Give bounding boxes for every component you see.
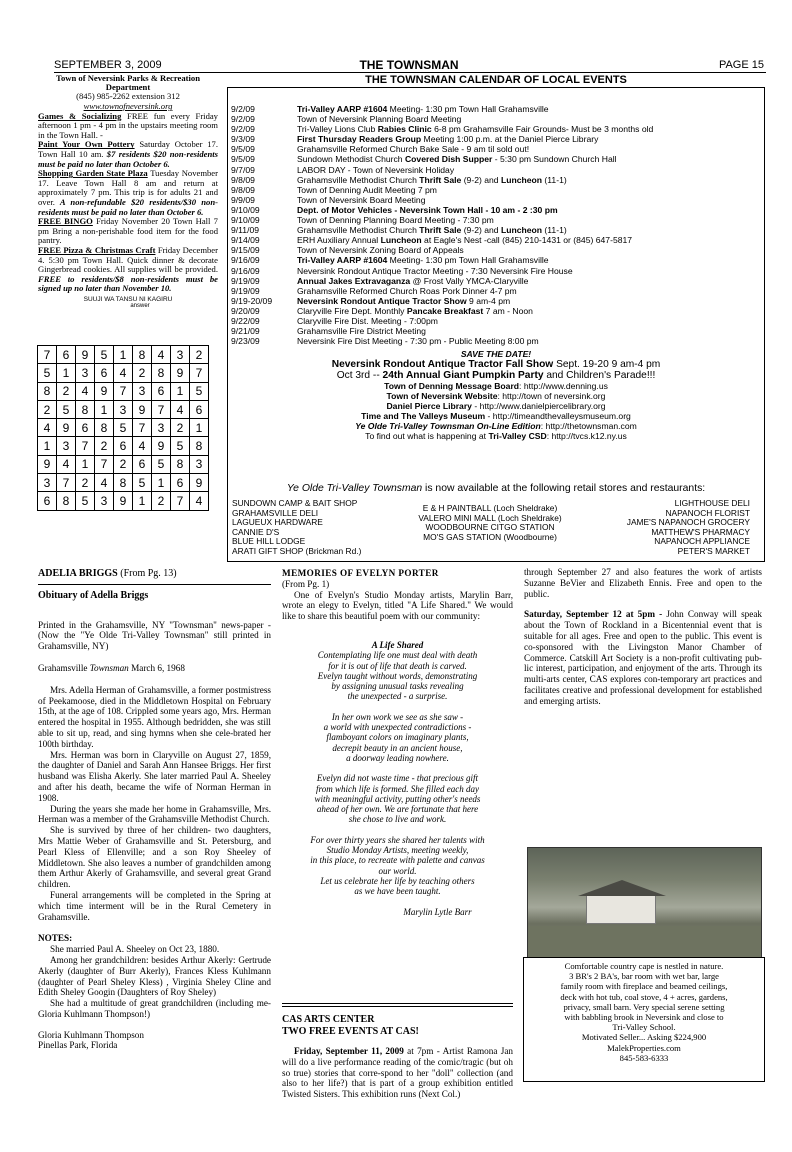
poem-line: from which life is formed. She filled each day (316, 783, 479, 794)
event-date: 9/8/09 (231, 174, 255, 185)
calendar-event-row (231, 144, 761, 154)
poem-title: A Life Shared (371, 639, 424, 650)
poem-line: In her own work we see as she saw - (331, 711, 464, 722)
sudoku-cell: 2 (95, 437, 114, 455)
event-date: 9/19-20/09 (231, 295, 273, 306)
save-the-date: SAVE THE DATE! Neversink Rondout Antique Tractor Fall Show Sept. 19-20 9 am-4 pm Oct 3rd -- 24th Annual Giant Pumpkin Party and Children's Parade!!! (331, 349, 661, 381)
stores-right-list (580, 499, 750, 557)
poem-line: with meaningful activity, putting other's needs (314, 793, 481, 804)
event-date: 9/16/09 (231, 255, 260, 266)
calendar-event-row (231, 124, 761, 134)
sudoku-row (38, 400, 209, 418)
event-date: 9/23/09 (231, 336, 260, 347)
sudoku-row (38, 364, 209, 382)
sudoku-cell: 7 (38, 346, 57, 364)
sudoku-cell: 8 (114, 474, 133, 492)
poem-line: Let us celebrate her life by teaching others (320, 875, 475, 886)
calendar-event-row (231, 104, 761, 114)
poem-author: Marylin Lytle Barr (403, 906, 472, 917)
calendar-events (231, 104, 761, 346)
ad-line: Motivated Seller... Asking $224,900 (581, 1032, 707, 1043)
store-name: E & H PAINTBALL (Loch Sheldrake) (422, 503, 558, 513)
event-text: Grahamsville Reformed Church Roas Pork Dinner 4-7 pm (297, 285, 517, 296)
ad-line: 845-583-6333 (619, 1052, 669, 1063)
calendar-event-row (231, 205, 761, 215)
poem-line: as we have been taught. (354, 886, 441, 897)
sudoku-cell: 2 (76, 474, 95, 492)
ad-line: family room with fireplace and beamed ceilings, (560, 981, 728, 992)
store-name: GRAHAMSVILLE DELI (232, 507, 319, 518)
sudoku-cell: 3 (190, 455, 209, 473)
poem (282, 640, 513, 917)
sudoku-cell: 2 (171, 419, 190, 437)
obituary-paragraph: During the years she made her home in Grahamsville, Mrs. Herman was a member of the Grahamsville Methodist Church. (38, 803, 271, 825)
briggs-obituary (38, 569, 271, 1051)
cas-rule (282, 1006, 513, 1007)
sudoku-cell: 8 (95, 419, 114, 437)
sudoku-cell: 6 (95, 364, 114, 382)
cas-subheading: TWO FREE EVENTS AT CAS! (282, 1025, 419, 1037)
sudoku-cell: 2 (114, 455, 133, 473)
sudoku-cell: 8 (190, 437, 209, 455)
sudoku-cell: 4 (171, 400, 190, 418)
sudoku-cell: 5 (152, 455, 171, 473)
poem-line: by assigning unusual tasks revealing (331, 681, 464, 692)
sudoku-cell: 3 (76, 364, 95, 382)
event-text: Town of Neversink Board Meeting (297, 194, 426, 205)
event-text: Town of Neversink Planning Board Meeting (297, 114, 462, 125)
calendar-event-row (231, 175, 761, 185)
ad-line: MalekProperties.com (607, 1042, 681, 1053)
event-text: Tri-Valley Lions Club Rabies Clinic 6-8 pm Grahamsville Fair Grounds- Must be 3 months old (297, 124, 654, 135)
ad-line: deck with hot tub, coal stove, 4 + acres, gardens, (560, 991, 728, 1002)
calendar-event-row (231, 255, 761, 265)
calendar-title: THE TOWNSMAN CALENDAR OF LOCAL EVENTS (365, 74, 627, 86)
sudoku-cell: 5 (95, 346, 114, 364)
sudoku-cell: 3 (152, 419, 171, 437)
event-date: 9/15/09 (231, 245, 260, 256)
sudoku-cell: 8 (38, 382, 57, 400)
website-link[interactable]: To find out what is happening at Tri-Valley CSD: http://tvcs.k12.ny.us (365, 431, 627, 441)
briggs-intro: Printed in the Grahamsville, NY "Townsman" news-paper - (Now the "Ye Olde Tri-Valley Townsman" still printed in Grahamsville, NY) (38, 619, 271, 652)
paper-name: THE TOWNSMAN (359, 58, 459, 72)
event-date: 9/19/09 (231, 275, 260, 286)
sudoku-cell: 6 (171, 474, 190, 492)
sudoku-sublabel: answer (130, 302, 150, 309)
store-name: BLUE HILL LODGE (232, 536, 306, 547)
event-text: Grahamsville Reformed Church Bake Sale - 9 am til sold out! (297, 144, 530, 155)
sudoku-cell: 9 (76, 346, 95, 364)
obituary-paragraph: She is survived by three of her children- two daughters, Mrs Mattie Weber of Grahamsville and St. Petersburg, and Pearl Kless of Ellenville; and a son Roy Sheeley of Middletown. She also leaves a number of grandchilden among them Arthur Akerly of Grahamsville, and several great Grand children. (38, 825, 271, 890)
porter-from: (From Pg. 1) (282, 578, 330, 589)
event-text: Neversink Rondout Antique Tractor Show 9 am-4 pm (297, 295, 511, 306)
event-date: 9/19/09 (231, 285, 260, 296)
event-text: LABOR DAY - Town of Neversink Holiday (297, 164, 455, 175)
sudoku-cell: 5 (57, 400, 76, 418)
event-text: Neversink Rondout Antique Tractor Meeting - 7:30 Neversink Fire House (297, 265, 573, 276)
poem-line: the unexpected - a surprise. (347, 691, 448, 702)
parks-item: Games & Socializing FREE fun every Friday afternoon 1 pm - 4 pm in the upstairs meeting room in the Town Hall. - (38, 110, 218, 140)
sudoku-cell: 2 (57, 382, 76, 400)
event-date: 9/2/09 (231, 114, 255, 125)
sudoku-cell: 4 (114, 364, 133, 382)
parks-item: FREE Pizza & Christmas Craft Friday December 4. 5:30 pm Town Hall. Quick dinner & decorate Gingerbread cookies. All supplies will be provided. FREE to residents/$8 non-residents must be signed up no later than November 10. (38, 244, 218, 294)
sudoku-cell: 7 (95, 455, 114, 473)
event-date: 9/10/09 (231, 204, 260, 215)
poem-line: a world with unexpected contradictions - (323, 722, 472, 733)
calendar-event-row (231, 134, 761, 144)
cas-heading: CAS ARTS CENTER (282, 1014, 375, 1025)
sudoku-cell: 1 (171, 382, 190, 400)
sudoku-cell: 1 (133, 492, 152, 510)
event-date: 9/7/09 (231, 164, 255, 175)
sudoku-answer-grid (37, 345, 209, 511)
store-name: SUNDOWN CAMP & BAIT SHOP (232, 498, 358, 508)
calendar-event-row (231, 316, 761, 326)
event-date: 9/5/09 (231, 144, 255, 155)
sudoku-cell: 6 (190, 400, 209, 418)
calendar-event-row (231, 245, 761, 255)
store-name: JAME'S NAPANOCH GROCERY (626, 517, 750, 528)
stores-intro: Ye Olde Tri-Valley Townsman is now available at the following retail stores and restaurants: (286, 483, 706, 494)
page-number: PAGE 15 (718, 59, 764, 71)
sudoku-cell: 7 (190, 364, 209, 382)
store-name: LAGUEUX HARDWARE (232, 517, 323, 528)
sudoku-cell: 4 (57, 455, 76, 473)
calendar-event-row (231, 276, 761, 286)
house-photo (527, 847, 762, 957)
poem-line: Evelyn did not waste time - that precious gift (316, 773, 479, 784)
sudoku-cell: 6 (133, 455, 152, 473)
sudoku-cell: 4 (95, 474, 114, 492)
sudoku-cell: 9 (152, 437, 171, 455)
sudoku-cell: 7 (114, 382, 133, 400)
cas-event-2: Saturday, September 12 at 5pm - John Conway will speak about the Town of Rockland in a Bicentennial event that is suitable for all ages. Free and open to the public. This event is co-sponsored with the Livingston Manor Chamber of Commerce. Catskill Art Society is a non-profit cultivating pub-lic interest, participation, and enjoyment of the arts. Through its multi-arts center, CAS explores con-temporary art practices and facilitates creative and professional development for established and emerging artists. (524, 609, 762, 706)
sudoku-cell: 1 (95, 400, 114, 418)
event-text: First Thursday Readers Group Meeting 1:00 p.m. at the Daniel Pierce Library (297, 134, 599, 145)
sudoku-cell: 2 (38, 400, 57, 418)
sudoku-cell: 4 (133, 437, 152, 455)
poem-line: a doorway leading nowhere. (346, 752, 449, 763)
poem-line: for it is out of life that death is carved. (328, 660, 467, 671)
store-name: NAPANOCH APPLIANCE (654, 536, 750, 547)
event-date: 9/22/09 (231, 315, 260, 326)
event-date: 9/2/09 (231, 104, 255, 114)
sudoku-cell: 6 (114, 437, 133, 455)
sudoku-cell: 4 (152, 346, 171, 364)
event-text: Claryville Fire Dept. Monthly Pancake Breakfast 7 am - Noon (297, 305, 533, 316)
event-text: Grahamsville Methodist Church Thrift Sale (9-2) and Luncheon (11-1) (297, 225, 567, 236)
poem-stanza (282, 773, 513, 824)
porter-memorial (282, 568, 513, 917)
website-link[interactable]: Town of Denning Message Board: http://www.denning.us (384, 381, 608, 391)
event-date: 9/2/09 (231, 124, 255, 135)
calendar-event-row (231, 185, 761, 195)
sudoku-cell: 1 (114, 346, 133, 364)
sudoku-label: SUUJI WA TANSU NI KAGIRU (83, 295, 173, 303)
website-link[interactable]: Ye Olde Tri-Valley Townsman On-Line Edition: http://thetownsman.com (355, 421, 637, 431)
store-name: VALERO MINI MALL (Loch Sheldrake) (418, 512, 562, 523)
sudoku-cell: 9 (171, 364, 190, 382)
calendar-event-row (231, 336, 761, 346)
issue-date: SEPTEMBER 3, 2009 (54, 59, 162, 71)
briggs-subheading: Obituary of Adella Briggs (38, 589, 149, 601)
sudoku-cell: 6 (57, 346, 76, 364)
sudoku-cell: 2 (152, 492, 171, 510)
sudoku-cell: 3 (38, 474, 57, 492)
store-name: MATTHEW'S PHARMACY (651, 526, 750, 537)
obituary-paragraph: Mrs. Herman was born in Claryville on August 27, 1859, the daughter of Daniel and Sarah Ann Hansee Briggs. Her first husband was Elisha Akerly. She later married Paul A. Sheeley and after his death, became the wife of Norman Herman in 1908. (38, 749, 271, 803)
store-name: PETER'S MARKET (677, 545, 750, 556)
poem-line: Contemplating life one must deal with death (317, 650, 478, 661)
sudoku-cell: 3 (171, 346, 190, 364)
poem-stanza (282, 650, 513, 701)
website-link[interactable]: Time and The Valleys Museum - http://timeandthevalleysmuseum.org (361, 411, 631, 421)
event-text: Tri-Valley AARP #1604 Meeting- 1:30 pm Town Hall Grahamsville (297, 104, 549, 114)
poem-line: For over thirty years she shared her talents with (310, 834, 485, 845)
website-link[interactable]: Daniel Pierce Library - http://www.danielpiercelibrary.org (386, 401, 606, 411)
briggs-heading: ADELIA BRIGGS (From Pg. 13) (38, 568, 177, 579)
sudoku-cell: 8 (152, 364, 171, 382)
calendar-event-row (231, 195, 761, 205)
sudoku-cell: 2 (190, 346, 209, 364)
sudoku-row (38, 455, 209, 473)
poem-stanza (282, 712, 513, 763)
store-name: ARATI GIFT SHOP (Brickman Rd.) (232, 545, 362, 556)
ad-line: 3 BR's 2 BA's, bar room with wet bar, large (569, 971, 719, 982)
store-name: LIGHTHOUSE DELI (674, 498, 750, 508)
event-text: Claryville Fire Dist. Meeting - 7:00pm (297, 315, 438, 326)
sudoku-cell: 7 (171, 492, 190, 510)
calendar-event-row (231, 215, 761, 225)
sudoku-row (38, 474, 209, 492)
sudoku-row (38, 492, 209, 510)
notes-heading: NOTES: (38, 933, 73, 944)
sudoku-cell: 4 (38, 419, 57, 437)
sudoku-cell: 9 (95, 382, 114, 400)
poem-line: Studio Monday Artists, meeting weekly, (326, 845, 469, 856)
sudoku-cell: 9 (114, 492, 133, 510)
event-date: 9/20/09 (231, 305, 260, 316)
sudoku-cell: 5 (171, 437, 190, 455)
sudoku-cell: 3 (114, 400, 133, 418)
sudoku-cell: 5 (133, 474, 152, 492)
parks-title: Town of Neversink Parks & Recreation Department (56, 73, 200, 93)
sudoku-cell: 6 (38, 492, 57, 510)
sudoku-cell: 5 (114, 419, 133, 437)
ad-line: Comfortable country cape is nestled in nature. (564, 961, 724, 971)
poem-line: Evelyn taught without words, demonstrating (317, 670, 478, 681)
sudoku-cell: 6 (76, 419, 95, 437)
calendar-event-row (231, 225, 761, 235)
cas-event-1: Friday, September 11, 2009 at 7pm - Artist Ramona Jan will do a live performance reading of the comic/tragic (but oh so true) stories that corre-spond to her "doll" collection (and also to her life?) that is part of a group exhibition entitled Twisted Sisters. This exhibition runs (Next Col.) (282, 1046, 513, 1100)
event-text: Sundown Methodist Church Covered Dish Supper - 5:30 pm Sundown Church Hall (297, 154, 617, 165)
ad-line: privacy, small barn. Very special serene setting (563, 1001, 725, 1012)
calendar-event-row (231, 266, 761, 276)
sudoku-cell: 9 (190, 474, 209, 492)
event-text: Neversink Fire Dist Meeting - 7:30 pm - Public Meeting 8:00 pm (297, 336, 539, 347)
sudoku-cell: 3 (57, 437, 76, 455)
store-name: MO'S GAS STATION (Woodbourne) (423, 531, 557, 542)
sudoku-cell: 1 (76, 455, 95, 473)
event-text: Grahamsville Fire District Meeting (297, 326, 426, 337)
sudoku-cell: 4 (76, 382, 95, 400)
calendar-event-row (231, 296, 761, 306)
ad-line: with babbling brook in Neversink and close to (564, 1012, 724, 1023)
calendar-event-row (231, 306, 761, 316)
event-date: 9/11/09 (231, 225, 260, 236)
store-name: CANNIE D'S (232, 526, 280, 537)
website-links (228, 381, 764, 441)
notes-paragraph: She had a multitude of great grandchildren (including me- Gloria Kuhlmann Thompson!) (38, 998, 271, 1019)
cas-section (282, 1014, 513, 1100)
poem-line: decrepit beauty in an ancient house, (332, 742, 463, 753)
signature-name: Gloria Kuhlmann Thompson (38, 1029, 144, 1040)
event-text: Grahamsville Methodist Church Thrift Sale (9-2) and Luncheon (11-1) (297, 174, 567, 185)
poem-line: flamboyant colors on imaginary plants, (326, 732, 469, 743)
signature-location: Pinellas Park, Florida (38, 1040, 118, 1051)
calendar-event-row (231, 154, 761, 164)
event-date: 9/3/09 (231, 134, 255, 145)
event-date: 9/21/09 (231, 326, 260, 337)
sudoku-cell: 3 (133, 382, 152, 400)
event-date: 9/9/09 (231, 194, 255, 205)
poem-stanza (282, 835, 513, 897)
calendar-event-row (231, 326, 761, 336)
sudoku-row (38, 382, 209, 400)
event-date: 9/14/09 (231, 235, 260, 246)
event-text: Town of Denning Planning Board Meeting - 7:30 pm (297, 215, 494, 226)
sudoku-cell: 1 (38, 437, 57, 455)
calendar-event-row (231, 165, 761, 175)
sudoku-cell: 6 (152, 382, 171, 400)
sudoku-cell: 7 (57, 474, 76, 492)
poem-line: ahead of her own. We are fortunate that here (316, 804, 479, 815)
poem-line: our world. (378, 865, 417, 876)
parks-website-link[interactable]: www.townofneversink.org (83, 101, 173, 111)
cas-rule (282, 1003, 513, 1004)
sudoku-row (38, 346, 209, 364)
sudoku-row (38, 437, 209, 455)
event-date: 9/16/09 (231, 265, 260, 276)
briggs-dateline: Grahamsville Townsman March 6, 1968 (38, 662, 185, 673)
website-link[interactable]: Town of Neversink Website: http://town of neversink.org (386, 391, 606, 401)
parks-item: FREE BINGO Friday November 20 Town Hall 7 pm Bring a non-perishable food item for the food pantry. (38, 216, 218, 246)
event-text: Annual Jakes Extravaganza @ Frost Vally YMCA-Claryville (297, 275, 529, 286)
sudoku-cell: 8 (133, 346, 152, 364)
sudoku-cell: 5 (76, 492, 95, 510)
ad-line: Tri-Valley School. (612, 1022, 676, 1033)
sudoku-cell: 4 (190, 492, 209, 510)
obituary-paragraph: Mrs. Adella Herman of Grahamsville, a former postmistress of Peekamoose, died in the Middletown Hospital on February 15th, at the age of 108. Crippled some years ago, Mrs. Herman entered the hospital in 1955. Although bedridden, she was still able to sit up, read, and sing hymns when she cele-brated her 100th birthday. (38, 684, 271, 749)
sudoku-cell: 8 (76, 400, 95, 418)
event-date: 9/5/09 (231, 154, 255, 165)
store-name: WOODBOURNE CITGO STATION (425, 522, 555, 533)
event-date: 9/10/09 (231, 215, 260, 226)
event-date: 9/8/09 (231, 184, 255, 195)
calendar-event-row (231, 286, 761, 296)
sudoku-cell: 8 (171, 455, 190, 473)
sudoku-cell: 1 (190, 419, 209, 437)
sudoku-row (38, 419, 209, 437)
cas-continued (524, 567, 762, 707)
cas-continued-text: through September 27 and also features the work of artists Suzanne BeVier and Elizabeth Ennis. Free and open to the public. (524, 567, 762, 599)
parks-item: Shopping Garden State Plaza Tuesday November 17. Leave Town Hall 8 am and return at approximately 7 pm. This trip is for adults 21 and over. A non-refundable $20 residents/$30 non-residents must be paid no later than October 6. (38, 168, 218, 217)
sudoku-cell: 9 (133, 400, 152, 418)
event-text: Town of Neversink Zoning Board of Appeals (297, 245, 464, 256)
event-text: ERH Auxiliary Annual Luncheon at Eagle's Nest -call (845) 210-1431 or (845) 647-5817 (297, 235, 633, 246)
sudoku-cell: 8 (57, 492, 76, 510)
poem-line: in this place, to recreate with palette and canvas (310, 855, 485, 866)
notes-paragraph: She married Paul A. Sheeley on Oct 23, 1880. (50, 944, 220, 955)
poem-line: she chose to live and work. (348, 814, 447, 825)
event-text: Dept. of Motor Vehicles - Neversink Town Hall - 10 am - 2 :30 pm (297, 204, 558, 215)
event-text: Town of Denning Audit Meeting 7 pm (297, 184, 437, 195)
obituary-paragraph: Funeral arrangements will be completed in the Spring at which time interment will be in the Rural Cemetery in Grahamsville. (38, 889, 271, 922)
sudoku-cell: 5 (38, 364, 57, 382)
sudoku-cell: 2 (133, 364, 152, 382)
sudoku-cell: 1 (57, 364, 76, 382)
sudoku-cell: 9 (57, 419, 76, 437)
porter-body: One of Evelyn's Studio Monday artists, Marylin Barr, wrote an elegy to Evelyn, titled "A Life Shared." We would like to share this beautiful poem with our community: (282, 589, 513, 622)
stores-left-list (232, 499, 402, 557)
sudoku-cell: 7 (152, 400, 171, 418)
sudoku-cell: 5 (190, 382, 209, 400)
porter-heading: MEMORIES OF EVELYN PORTER (282, 568, 439, 578)
sudoku-cell: 1 (152, 474, 171, 492)
real-estate-ad (523, 957, 765, 1082)
sudoku-cell: 9 (38, 455, 57, 473)
page-header (54, 59, 764, 73)
event-text: Tri-Valley AARP #1604 Meeting- 1:30 pm Town Hall Grahamsville (297, 255, 549, 266)
sudoku-cell: 7 (133, 419, 152, 437)
sudoku-cell: 3 (95, 492, 114, 510)
store-name: NAPANOCH FLORIST (665, 507, 750, 518)
notes-paragraph: Among her grandchildren: besides Arthur Akerly: Gertrude Akerly (daughter of Burr Akerly), Frances Kless Kuhlmann (daughter of Pearl Sheley Kless) , Virginia Sheley Cline and Edith Sheley Googin (Daughters of Roy Sheley) (38, 954, 271, 998)
calendar-event-row (231, 114, 761, 124)
parks-phone: (845) 985-2262 extension 312 (76, 91, 180, 102)
parks-item: Paint Your Own Pottery Saturday October 17. Town Hall 10 am. $7 residents $20 non-residents must be paid no later than October 6. (38, 139, 218, 169)
calendar-event-row (231, 235, 761, 245)
stores-middle-list (395, 504, 585, 542)
sudoku-cell: 7 (76, 437, 95, 455)
parks-rec-section (38, 74, 218, 309)
